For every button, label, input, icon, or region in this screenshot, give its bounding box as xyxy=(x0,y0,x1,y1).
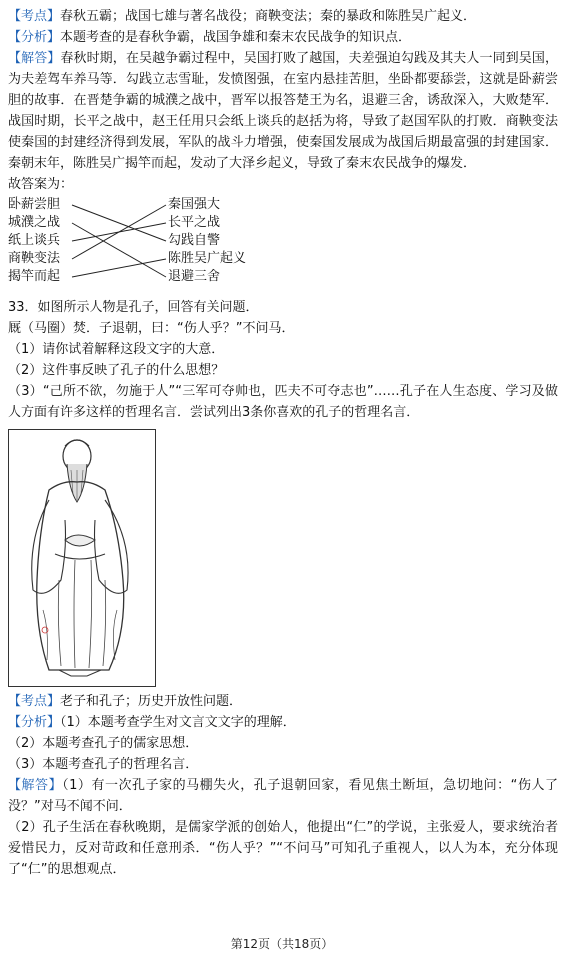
jieda-text: 春秋时期，在吴越争霸过程中，吴国打败了越国，夫差强迫勾践及其夫人一同到吴国，为夫差驾车养马等．勾践立志雪耻，发愤图强，在室内悬挂苦胆，坐卧都要舔尝，这就是卧薪尝胆的故事．在晋楚争霸的城濮之战中，晋军以报答楚王为名，退避三舍，诱敌深入，大败楚军．战国时期，长平之战中，赵王任用只会纸上谈兵的赵括为将，导致了赵国军队的打败．商鞅变法使秦国的封建经济得到发展，军队的战斗力增强，使秦国发展成为战国后期最富强的封建国家．秦朝末年，陈胜吴广揭竿而起，发动了大泽乡起义，导致了秦末农民战争的爆发． xyxy=(8,51,558,171)
match-line-2 xyxy=(72,223,166,277)
left-item-2: 城濮之战 xyxy=(8,215,61,230)
q33-jieda-1: （1）有一次孔子家的马棚失火，孔子退朝回家，看见焦土断垣，急切地问：“伤人了没？”对马不闻不问． xyxy=(8,778,558,814)
right-item-3: 勾践自警 xyxy=(168,233,221,248)
match-line-4 xyxy=(72,205,166,259)
q33-fenxi xyxy=(8,712,558,733)
q33-fenxi-3: （3）本题考查孔子的哲理名言． xyxy=(8,757,199,772)
left-item-4: 商鞅变法 xyxy=(8,251,61,266)
left-item-1: 卧薪尝胆 xyxy=(8,197,61,212)
confucius-figure-drawing xyxy=(9,430,155,686)
left-item-5: 揭竿而起 xyxy=(8,269,61,284)
right-item-4: 陈胜吴广起义 xyxy=(168,251,247,266)
right-item-1: 秦国强大 xyxy=(168,197,221,212)
confucius-illustration xyxy=(8,429,156,687)
right-item-5: 退避三舍 xyxy=(168,269,221,284)
q33-jieda xyxy=(8,775,558,817)
fenxi-tag: 【分析】 xyxy=(8,30,61,45)
question-33-title: 33．如图所示人物是孔子，回答有关问题． xyxy=(8,300,259,315)
kaodian-paragraph xyxy=(8,6,558,27)
left-item-3: 纸上谈兵 xyxy=(8,233,61,248)
right-item-2: 长平之战 xyxy=(168,215,221,230)
q33-jieda-2: （2）孔子生活在春秋晚期，是儒家学派的创始人，他提出“仁”的学说，主张爱人，要求统治者爱惜民力，反对苛政和任意刑杀．“伤人乎？”“不问马”可知孔子重视人，以人为本，充分体现了“仁”的思想观点． xyxy=(8,820,558,877)
document-page xyxy=(8,6,558,880)
q33-kaodian-tag: 【考点】 xyxy=(8,694,61,709)
q33-kaodian-text: 老子和孔子；历史开放性问题． xyxy=(60,694,243,709)
fenxi-paragraph xyxy=(8,27,558,48)
q33-kaodian xyxy=(8,691,558,712)
question-33-quote: 厩（马圈）焚．子退朝，曰：“伤人乎？”不问马． xyxy=(8,321,295,336)
q33-fenxi-tag: 【分析】 xyxy=(8,715,61,730)
match-line-1 xyxy=(72,205,166,241)
q33-fenxi-1: （1）本题考查学生对文言文文字的理解． xyxy=(60,715,296,730)
page-footer: 第12页（共18页） xyxy=(230,937,334,951)
question-33-sub1: （1）请你试着解释这段文字的大意． xyxy=(8,342,225,357)
q33-jieda-tag: 【解答】 xyxy=(8,778,63,793)
kaodian-text: 春秋五霸；战国七雄与著名战役；商鞅变法；秦的暴政和陈胜吴广起义． xyxy=(60,9,477,24)
q33-fenxi-2: （2）本题考查孔子的儒家思想． xyxy=(8,736,199,751)
matching-diagram xyxy=(8,197,268,289)
match-line-5 xyxy=(72,259,166,277)
question-33-sub2: （2）这件事反映了孔子的什么思想？ xyxy=(8,363,225,378)
jieda-paragraph xyxy=(8,48,558,174)
answer-label: 故答案为： xyxy=(8,177,74,192)
kaodian-tag: 【考点】 xyxy=(8,9,61,24)
fenxi-text: 本题考查的是春秋争霸，战国争雄和秦末农民战争的知识点． xyxy=(60,30,412,45)
question-33-sub3: （3）“己所不欲，勿施于人”“三军可夺帅也，匹夫不可夺志也”……孔子在人生态度、学习及做人方面有许多这样的哲理名言．尝试列出3条你喜欢的孔子的哲理名言． xyxy=(8,384,558,420)
jieda-tag: 【解答】 xyxy=(8,51,61,66)
